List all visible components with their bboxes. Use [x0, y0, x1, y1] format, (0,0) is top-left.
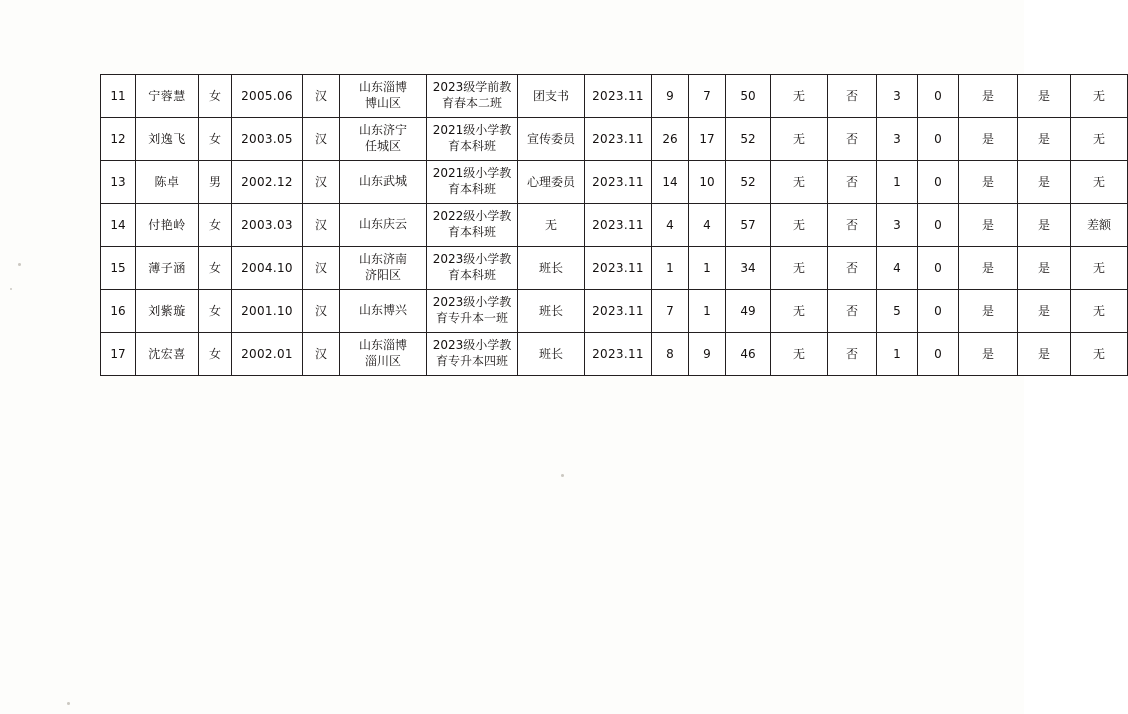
table-row	[101, 204, 1128, 247]
cell-class-line2: 育专升本四班	[435, 354, 508, 368]
cell-birth: 2002.01	[232, 333, 303, 376]
cell-class	[427, 161, 518, 204]
cell-sex: 女	[199, 247, 232, 290]
cell-class	[427, 75, 518, 118]
cell-remark: 无	[1071, 247, 1128, 290]
cell-date: 2023.11	[585, 247, 652, 290]
cell-num3: 57	[726, 204, 771, 247]
cell-native-line2: 博山区	[364, 96, 401, 110]
cell-name: 刘紫璇	[136, 290, 199, 333]
cell-index: 17	[101, 333, 136, 376]
cell-flag3: 是	[959, 161, 1018, 204]
cell-date: 2023.11	[585, 161, 652, 204]
cell-index: 12	[101, 118, 136, 161]
roster-table	[100, 74, 1128, 376]
cell-remark: 无	[1071, 118, 1128, 161]
cell-date: 2023.11	[585, 118, 652, 161]
cell-num4: 3	[877, 75, 918, 118]
cell-birth: 2001.10	[232, 290, 303, 333]
cell-flag2: 否	[828, 333, 877, 376]
cell-native-line2: 淄川区	[364, 354, 401, 368]
cell-name: 付艳岭	[136, 204, 199, 247]
cell-num5: 0	[918, 161, 959, 204]
cell-flag4: 是	[1018, 161, 1071, 204]
cell-nation: 汉	[303, 75, 340, 118]
cell-sex: 女	[199, 333, 232, 376]
cell-name: 宁蓉慧	[136, 75, 199, 118]
cell-class	[427, 290, 518, 333]
cell-flag2: 否	[828, 247, 877, 290]
cell-sex: 女	[199, 290, 232, 333]
cell-nation: 汉	[303, 161, 340, 204]
cell-index: 11	[101, 75, 136, 118]
cell-num1: 9	[652, 75, 689, 118]
cell-index: 14	[101, 204, 136, 247]
cell-remark: 无	[1071, 290, 1128, 333]
cell-flag2: 否	[828, 290, 877, 333]
cell-num2: 17	[689, 118, 726, 161]
cell-birth: 2003.03	[232, 204, 303, 247]
cell-num4: 3	[877, 118, 918, 161]
cell-sex: 女	[199, 204, 232, 247]
cell-num4: 1	[877, 161, 918, 204]
cell-native-line2: 任城区	[364, 139, 401, 153]
cell-num3: 50	[726, 75, 771, 118]
cell-sex: 女	[199, 75, 232, 118]
cell-sex: 女	[199, 118, 232, 161]
cell-name: 薄子涵	[136, 247, 199, 290]
cell-native	[340, 118, 427, 161]
cell-nation: 汉	[303, 290, 340, 333]
cell-flag1: 无	[771, 161, 828, 204]
cell-class-line2: 育春本二班	[441, 96, 502, 110]
scan-speck	[10, 288, 12, 290]
cell-nation: 汉	[303, 204, 340, 247]
cell-class	[427, 204, 518, 247]
cell-class-line2: 育本科班	[447, 268, 496, 282]
cell-num3: 46	[726, 333, 771, 376]
cell-nation: 汉	[303, 333, 340, 376]
cell-native-line1: 山东博兴	[358, 303, 407, 318]
cell-class	[427, 333, 518, 376]
cell-class-line1: 2023级小学教	[432, 252, 512, 267]
cell-flag2: 否	[828, 75, 877, 118]
cell-flag3: 是	[959, 75, 1018, 118]
cell-num3: 34	[726, 247, 771, 290]
cell-date: 2023.11	[585, 290, 652, 333]
cell-num5: 0	[918, 204, 959, 247]
cell-num4: 1	[877, 333, 918, 376]
cell-num5: 0	[918, 75, 959, 118]
table-row	[101, 333, 1128, 376]
cell-native	[340, 290, 427, 333]
cell-nation: 汉	[303, 118, 340, 161]
cell-name: 沈宏喜	[136, 333, 199, 376]
cell-flag2: 否	[828, 118, 877, 161]
cell-flag1: 无	[771, 204, 828, 247]
table-row	[101, 290, 1128, 333]
cell-index: 15	[101, 247, 136, 290]
cell-num3: 49	[726, 290, 771, 333]
cell-native	[340, 161, 427, 204]
cell-flag3: 是	[959, 247, 1018, 290]
cell-flag1: 无	[771, 333, 828, 376]
cell-name: 刘逸飞	[136, 118, 199, 161]
cell-sex: 男	[199, 161, 232, 204]
cell-class	[427, 247, 518, 290]
cell-num1: 14	[652, 161, 689, 204]
cell-native-line1: 山东武城	[358, 174, 407, 189]
cell-date: 2023.11	[585, 75, 652, 118]
cell-class-line2: 育本科班	[447, 182, 496, 196]
cell-index: 16	[101, 290, 136, 333]
cell-remark: 无	[1071, 75, 1128, 118]
cell-flag1: 无	[771, 247, 828, 290]
cell-class-line2: 育专升本一班	[435, 311, 508, 325]
cell-native-line2: 济阳区	[364, 268, 401, 282]
cell-num2: 10	[689, 161, 726, 204]
cell-native-line1: 山东济南	[358, 252, 407, 267]
cell-nation: 汉	[303, 247, 340, 290]
cell-post: 班长	[518, 333, 585, 376]
cell-flag4: 是	[1018, 204, 1071, 247]
cell-post: 班长	[518, 247, 585, 290]
table-row	[101, 247, 1128, 290]
roster-table-container	[100, 74, 1111, 376]
cell-flag4: 是	[1018, 247, 1071, 290]
cell-class-line1: 2022级小学教	[432, 209, 512, 224]
cell-index: 13	[101, 161, 136, 204]
cell-post: 心理委员	[518, 161, 585, 204]
cell-num4: 4	[877, 247, 918, 290]
cell-num3: 52	[726, 118, 771, 161]
cell-num1: 8	[652, 333, 689, 376]
cell-class-line1: 2023级小学教	[432, 295, 512, 310]
cell-num1: 7	[652, 290, 689, 333]
cell-class-line1: 2021级小学教	[432, 123, 512, 138]
scan-speck	[18, 263, 21, 266]
cell-native	[340, 247, 427, 290]
cell-num5: 0	[918, 247, 959, 290]
cell-native-line1: 山东淄博	[358, 338, 407, 353]
cell-native	[340, 333, 427, 376]
cell-class-line1: 2021级小学教	[432, 166, 512, 181]
cell-birth: 2002.12	[232, 161, 303, 204]
cell-post: 团支书	[518, 75, 585, 118]
cell-num1: 26	[652, 118, 689, 161]
cell-num2: 1	[689, 247, 726, 290]
table-row	[101, 118, 1128, 161]
cell-flag4: 是	[1018, 118, 1071, 161]
table-row	[101, 75, 1128, 118]
cell-num2: 7	[689, 75, 726, 118]
roster-table-body	[101, 75, 1128, 376]
cell-native	[340, 75, 427, 118]
cell-flag1: 无	[771, 290, 828, 333]
cell-num1: 1	[652, 247, 689, 290]
cell-num1: 4	[652, 204, 689, 247]
cell-num4: 3	[877, 204, 918, 247]
cell-flag1: 无	[771, 75, 828, 118]
cell-class-line2: 育本科班	[447, 225, 496, 239]
cell-num5: 0	[918, 118, 959, 161]
scan-speck	[561, 474, 564, 477]
cell-flag4: 是	[1018, 75, 1071, 118]
cell-num5: 0	[918, 333, 959, 376]
cell-remark: 差额	[1071, 204, 1128, 247]
table-row	[101, 161, 1128, 204]
cell-flag3: 是	[959, 333, 1018, 376]
cell-native-line1: 山东淄博	[358, 80, 407, 95]
cell-flag3: 是	[959, 204, 1018, 247]
cell-post: 宣传委员	[518, 118, 585, 161]
cell-native	[340, 204, 427, 247]
cell-native-line1: 山东庆云	[358, 217, 407, 232]
cell-flag4: 是	[1018, 290, 1071, 333]
cell-flag2: 否	[828, 161, 877, 204]
cell-date: 2023.11	[585, 204, 652, 247]
cell-flag4: 是	[1018, 333, 1071, 376]
cell-num2: 4	[689, 204, 726, 247]
cell-post: 班长	[518, 290, 585, 333]
cell-birth: 2005.06	[232, 75, 303, 118]
cell-native-line1: 山东济宁	[358, 123, 407, 138]
cell-remark: 无	[1071, 161, 1128, 204]
cell-num3: 52	[726, 161, 771, 204]
cell-name: 陈卓	[136, 161, 199, 204]
cell-date: 2023.11	[585, 333, 652, 376]
cell-birth: 2003.05	[232, 118, 303, 161]
cell-class-line1: 2023级学前教	[432, 80, 512, 95]
cell-num2: 9	[689, 333, 726, 376]
cell-flag2: 否	[828, 204, 877, 247]
cell-flag3: 是	[959, 290, 1018, 333]
cell-class-line2: 育本科班	[447, 139, 496, 153]
cell-num5: 0	[918, 290, 959, 333]
cell-num4: 5	[877, 290, 918, 333]
cell-class-line1: 2023级小学教	[432, 338, 512, 353]
cell-remark: 无	[1071, 333, 1128, 376]
cell-num2: 1	[689, 290, 726, 333]
cell-flag3: 是	[959, 118, 1018, 161]
cell-post: 无	[518, 204, 585, 247]
scan-speck	[67, 702, 70, 705]
cell-flag1: 无	[771, 118, 828, 161]
cell-class	[427, 118, 518, 161]
cell-birth: 2004.10	[232, 247, 303, 290]
